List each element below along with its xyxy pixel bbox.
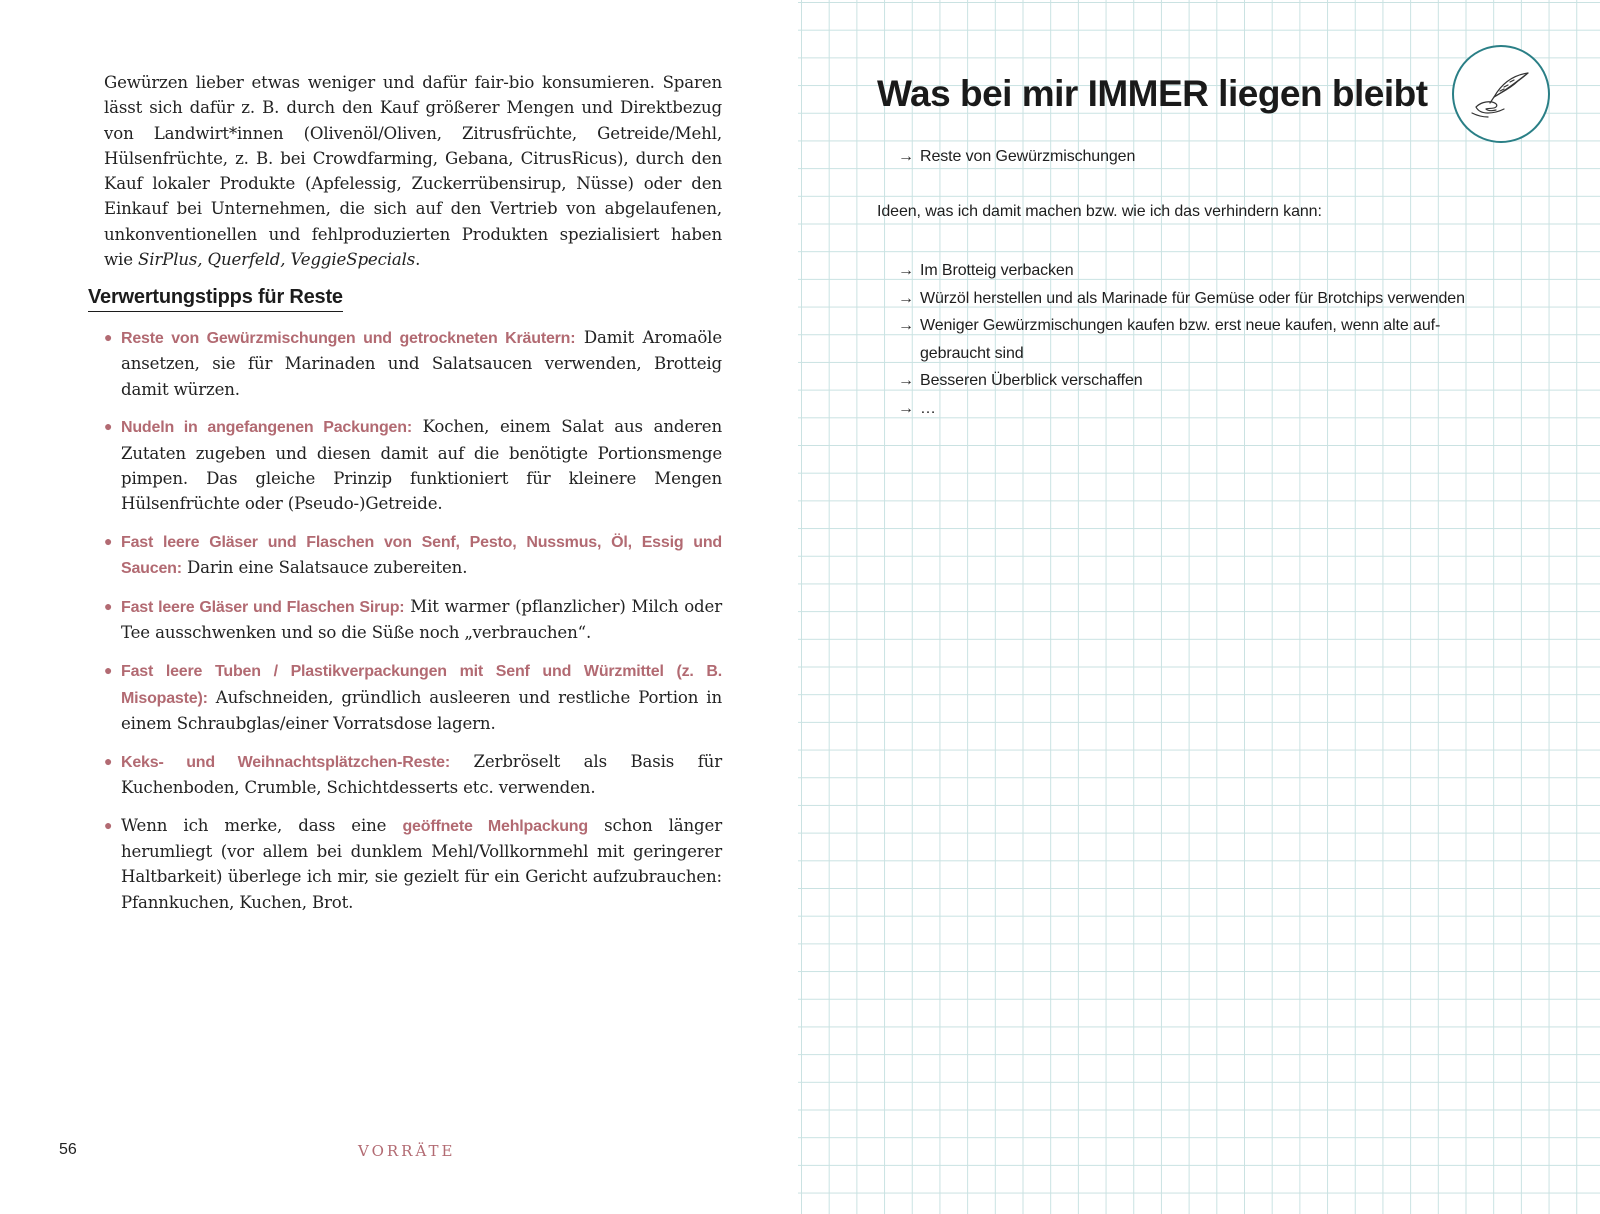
tips-list xyxy=(104,325,722,927)
running-head: VORRÄTE xyxy=(358,1142,456,1160)
quill-hand-drawing xyxy=(1470,69,1534,121)
tip-item xyxy=(104,749,722,801)
tip-highlight: Nudeln in angefangenen Packungen: xyxy=(121,419,412,437)
arrow-right-icon: → xyxy=(898,289,914,307)
idea-text: … xyxy=(920,399,936,417)
idea-text: Weniger Gewürzmischungen kaufen bzw. erst neue kaufen, wenn alte auf- xyxy=(920,317,1441,334)
ideas-list xyxy=(898,257,1465,422)
intro-text: Gewürzen lieber etwas weniger und dafür fair-bio konsumieren. Sparen lässt sich dafür z. B. durch den Kauf größerer Mengen und Direktbezug von Landwirt*innen (Olivenöl/Oliven, Zitrusfrüchte, Getreide/Mehl, Hülsenfrüchte, z. B. bei Crowdfarming, Gebana, CitrusRicus), durch den Kauf lokaler Produkte (Apfelessig, Zuckerrübensirup, Nüsse) oder den Einkauf bei Unternehmen, die sich auf den Vertrieb von abgelaufenen, unkonventionellen und fehlproduzierten Produkten spezialisiert haben wie xyxy=(104,73,722,270)
tip-highlight: Keks- und Weihnachtsplätzchen-Reste: xyxy=(121,753,450,771)
left-page xyxy=(0,0,798,1214)
tip-item xyxy=(104,658,722,736)
idea-text-continued: gebraucht sind xyxy=(920,344,1024,362)
bullet-icon: ● xyxy=(104,816,113,833)
intro-end: . xyxy=(415,250,421,270)
idea-item xyxy=(898,367,1465,395)
tip-item xyxy=(104,594,722,646)
ideas-label: Ideen, was ich damit machen bzw. wie ich das verhindern kann: xyxy=(877,203,1322,220)
right-page-grid xyxy=(798,0,1600,1214)
tip-text: Zerbröselt als Basis für Kuchenboden, Crumble, Schichtdesserts etc. verwenden. xyxy=(121,751,722,797)
bullet-icon: ● xyxy=(104,598,113,615)
arrow-right-icon: → xyxy=(898,399,914,417)
tip-text-after: schon länger herumliegt (vor allem bei dunklem Mehl/Vollkornmehl mit geringerer Haltbarkeit) überlege ich mir, sie gezielt für ein Gericht aufzubrauchen: Pfannkuchen, Kuchen, Brot. xyxy=(121,815,722,912)
section-heading: Verwertungstipps für Reste xyxy=(88,286,343,312)
tip-item xyxy=(104,529,722,582)
arrow-right-icon: → xyxy=(898,317,914,334)
tip-highlight: Fast leere Gläser und Flaschen Sirup: xyxy=(121,599,405,617)
tip-text: Kochen, einem Salat aus anderen Zutaten zugeben und diesen damit auf die benötigte Portionsmenge pimpen. Das gleiche Prinzip funktioniert für kleinere Mengen Hülsenfrüchte oder (Pseudo-)Getreide. xyxy=(121,417,722,514)
bullet-icon: ● xyxy=(104,329,113,345)
idea-item xyxy=(898,257,1465,285)
bullet-icon: ● xyxy=(104,533,113,550)
tip-highlight: Reste von Gewürzmischungen und getrockneten Kräutern: xyxy=(121,330,576,347)
bullet-icon: ● xyxy=(104,418,113,435)
leftover-item xyxy=(898,148,1135,166)
arrow-right-icon: → xyxy=(898,148,914,165)
idea-item xyxy=(898,312,1465,367)
idea-text: Besseren Überblick verschaffen xyxy=(920,372,1143,389)
tip-highlight: geöffnete Mehlpackung xyxy=(402,817,588,835)
tip-item-flour xyxy=(104,813,722,915)
tip-item xyxy=(104,414,722,516)
idea-item xyxy=(898,395,1465,423)
arrow-right-icon: → xyxy=(898,372,914,389)
tip-text: Mit warmer (pflanzlicher) Milch oder Tee ausschwenken und so die Süße noch „verbrauchen“. xyxy=(121,597,722,643)
bullet-icon: ● xyxy=(104,662,113,679)
arrow-right-icon: → xyxy=(898,262,914,279)
tip-text-before: Wenn ich merke, dass eine xyxy=(121,815,403,835)
tip-text: Aufschneiden, gründlich ausleeren und restliche Portion in einem Schraubglas/einer Vorratsdose lagern. xyxy=(121,687,722,733)
intro-italic-companies: SirPlus, Querfeld, VeggieSpecials xyxy=(138,250,416,270)
page-number: 56 xyxy=(59,1141,77,1158)
tip-item xyxy=(104,325,722,402)
leftover-text: Reste von Gewürzmischungen xyxy=(920,148,1136,165)
intro-paragraph xyxy=(104,70,722,272)
tip-highlight: Fast leere Gläser und Flaschen von Senf, Pesto, Nussmus, Öl, Essig und Saucen: xyxy=(121,534,722,578)
quill-hand-icon xyxy=(1452,45,1550,143)
idea-item xyxy=(898,285,1465,313)
idea-text: Im Brotteig verbacken xyxy=(920,262,1074,279)
tip-text: Darin eine Salatsauce zubereiten. xyxy=(181,558,468,578)
tip-text: Damit Aromaöle ansetzen, sie für Marinaden und Salatsaucen verwenden, Brotteig damit würzen. xyxy=(121,328,722,399)
bullet-icon: ● xyxy=(104,752,113,769)
idea-text: Würzöl herstellen und als Marinade für Gemüse oder für Brotchips verwenden xyxy=(920,289,1465,307)
page-title: Was bei mir IMMER liegen bleibt xyxy=(877,73,1428,114)
tip-highlight: Fast leere Tuben / Plastikverpackungen mit Senf und Würzmittel (z. B. Misopaste): xyxy=(121,663,722,707)
